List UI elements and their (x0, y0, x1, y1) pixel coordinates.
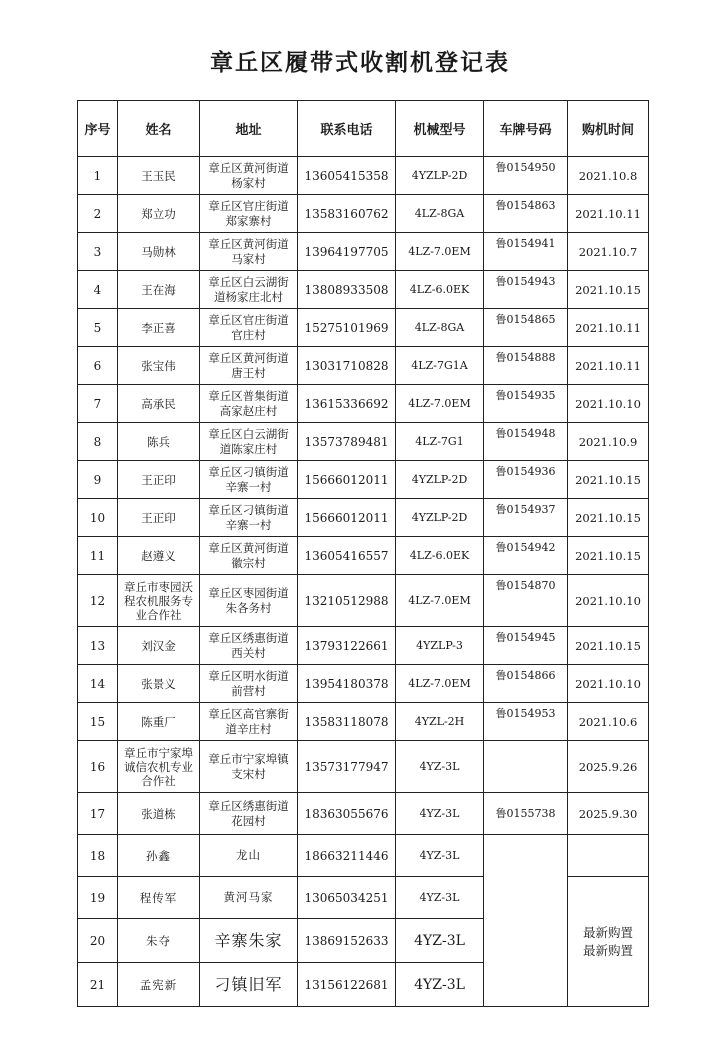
row-index: 15 (78, 703, 118, 741)
row-plate: 鲁0154866 (484, 665, 568, 703)
row-index: 7 (78, 385, 118, 423)
row-date: 2025.9.26 (568, 741, 649, 793)
row-model: 4YZ-3L (396, 741, 484, 793)
row-name: 张宝伟 (118, 347, 200, 385)
table-row (78, 741, 649, 793)
row-phone: 13031710828 (298, 347, 396, 385)
header-name: 姓名 (118, 101, 200, 157)
row-index: 8 (78, 423, 118, 461)
row-date: 2021.10.15 (568, 627, 649, 665)
row-index: 19 (78, 877, 118, 919)
row-name: 章丘市宁家埠诚信农机专业合作社 (118, 741, 200, 793)
row-plate: 鲁0154942 (484, 537, 568, 575)
row-phone: 13964197705 (298, 233, 396, 271)
row-index: 2 (78, 195, 118, 233)
row-model: 4LZ-7G1A (396, 347, 484, 385)
registration-table (77, 100, 649, 1007)
row-address: 黄河马家 (200, 877, 298, 919)
row-phone: 15666012011 (298, 499, 396, 537)
row-model: 4YZLP-2D (396, 499, 484, 537)
row-model: 4LZ-8GA (396, 195, 484, 233)
table-row (78, 271, 649, 309)
row-phone: 13808933508 (298, 271, 396, 309)
row-address: 辛寨朱家 (200, 919, 298, 963)
row-model: 4LZ-7.0EM (396, 385, 484, 423)
row-model: 4LZ-8GA (396, 309, 484, 347)
row-model: 4LZ-7.0EM (396, 575, 484, 627)
note-line-2: 最新购置 (582, 942, 633, 958)
row-index: 13 (78, 627, 118, 665)
header-phone: 联系电话 (298, 101, 396, 157)
row-index: 21 (78, 963, 118, 1007)
row-index: 5 (78, 309, 118, 347)
row-date: 2021.10.10 (568, 665, 649, 703)
row-address: 章丘区明水街道前营村 (200, 665, 298, 703)
row-phone: 15275101969 (298, 309, 396, 347)
row-address: 刁镇旧军 (200, 963, 298, 1007)
row-model: 4LZ-6.0EK (396, 537, 484, 575)
row-plate: 鲁0154948 (484, 423, 568, 461)
row-phone: 13573177947 (298, 741, 396, 793)
row-address: 章丘区白云湖街道陈家庄村 (200, 423, 298, 461)
row-address: 章丘区黄河街道唐王村 (200, 347, 298, 385)
table-row (78, 157, 649, 195)
row-address: 章丘区绣惠街道西关村 (200, 627, 298, 665)
row-name: 孟宪新 (118, 963, 200, 1007)
row-phone: 13210512988 (298, 575, 396, 627)
row-phone: 13583160762 (298, 195, 396, 233)
row-name: 刘汉金 (118, 627, 200, 665)
row-date: 2025.9.30 (568, 793, 649, 835)
page-title: 章丘区履带式收割机登记表 (210, 50, 510, 76)
row-name: 章丘市枣园沃程农机服务专业合作社 (118, 575, 200, 627)
row-address: 章丘区绣惠街道花园村 (200, 793, 298, 835)
row-name: 高承民 (118, 385, 200, 423)
table-row (78, 233, 649, 271)
row-model: 4LZ-6.0EK (396, 271, 484, 309)
row-model: 4YZLP-2D (396, 157, 484, 195)
date-empty-cell (568, 835, 649, 877)
table-row (78, 703, 649, 741)
plate-merged-cell (484, 835, 568, 1007)
row-date: 2021.10.15 (568, 461, 649, 499)
table-row (78, 499, 649, 537)
row-index: 16 (78, 741, 118, 793)
row-address: 章丘区刁镇街道辛寨一村 (200, 461, 298, 499)
row-date: 2021.10.15 (568, 271, 649, 309)
row-plate: 鲁0154943 (484, 271, 568, 309)
row-index: 14 (78, 665, 118, 703)
row-phone: 18663211446 (298, 835, 396, 877)
row-phone: 13065034251 (298, 877, 396, 919)
row-plate: 鲁0154865 (484, 309, 568, 347)
row-plate: 鲁0154953 (484, 703, 568, 741)
row-name: 孙鑫 (118, 835, 200, 877)
row-date: 2021.10.10 (568, 575, 649, 627)
row-date: 2021.10.15 (568, 499, 649, 537)
row-date: 2021.10.10 (568, 385, 649, 423)
table-row (78, 665, 649, 703)
row-plate: 鲁0154863 (484, 195, 568, 233)
row-plate (484, 741, 568, 793)
row-index: 17 (78, 793, 118, 835)
row-phone: 13615336692 (298, 385, 396, 423)
table-row (78, 835, 649, 877)
row-model: 4YZLP-3 (396, 627, 484, 665)
row-date: 2021.10.9 (568, 423, 649, 461)
row-address: 章丘区高官寨街道辛庄村 (200, 703, 298, 741)
row-date: 2021.10.11 (568, 195, 649, 233)
header-plate: 车牌号码 (484, 101, 568, 157)
row-address: 章丘区官庄街道郑家寨村 (200, 195, 298, 233)
row-model: 4LZ-7G1 (396, 423, 484, 461)
row-model: 4YZ-3L (396, 793, 484, 835)
row-name: 张景义 (118, 665, 200, 703)
row-name: 赵遵义 (118, 537, 200, 575)
header-model: 机械型号 (396, 101, 484, 157)
purchase-note (568, 877, 649, 1007)
row-date: 2021.10.15 (568, 537, 649, 575)
row-index: 4 (78, 271, 118, 309)
row-model: 4YZ-3L (396, 877, 484, 919)
row-address: 章丘区刁镇街道辛寨一村 (200, 499, 298, 537)
table-row (78, 461, 649, 499)
row-plate: 鲁0154936 (484, 461, 568, 499)
row-index: 9 (78, 461, 118, 499)
row-date: 2021.10.6 (568, 703, 649, 741)
note-line-1: 最新购置 (582, 924, 633, 940)
row-name: 张道栋 (118, 793, 200, 835)
row-model: 4YZ-3L (396, 835, 484, 877)
row-address: 章丘区黄河街道杨家村 (200, 157, 298, 195)
row-date: 2021.10.11 (568, 347, 649, 385)
table-row (78, 537, 649, 575)
row-phone: 13605415358 (298, 157, 396, 195)
row-index: 11 (78, 537, 118, 575)
row-date: 2021.10.7 (568, 233, 649, 271)
row-name: 王正印 (118, 499, 200, 537)
row-model: 4LZ-7.0EM (396, 233, 484, 271)
row-model: 4YZ-3L (396, 919, 484, 963)
row-phone: 13793122661 (298, 627, 396, 665)
row-index: 3 (78, 233, 118, 271)
row-plate: 鲁0154941 (484, 233, 568, 271)
header-row (78, 101, 649, 157)
row-index: 10 (78, 499, 118, 537)
row-index: 1 (78, 157, 118, 195)
row-plate: 鲁0154935 (484, 385, 568, 423)
row-address: 章丘市宁家埠镇支宋村 (200, 741, 298, 793)
row-model: 4LZ-7.0EM (396, 665, 484, 703)
row-plate: 鲁0154950 (484, 157, 568, 195)
table-row (78, 347, 649, 385)
header-index: 序号 (78, 101, 118, 157)
header-address: 地址 (200, 101, 298, 157)
row-address: 章丘区黄河街道徽宗村 (200, 537, 298, 575)
row-model: 4YZL-2H (396, 703, 484, 741)
row-address: 章丘区枣园街道朱各务村 (200, 575, 298, 627)
table-row (78, 423, 649, 461)
row-phone: 13954180378 (298, 665, 396, 703)
row-phone: 18363055676 (298, 793, 396, 835)
row-name: 王正印 (118, 461, 200, 499)
row-index: 20 (78, 919, 118, 963)
row-index: 18 (78, 835, 118, 877)
table-row (78, 195, 649, 233)
table-row (78, 385, 649, 423)
row-phone: 13573789481 (298, 423, 396, 461)
row-plate: 鲁0154870 (484, 575, 568, 627)
row-name: 王玉民 (118, 157, 200, 195)
row-name: 陈兵 (118, 423, 200, 461)
row-plate: 鲁0154888 (484, 347, 568, 385)
row-address: 章丘区白云湖街道杨家庄北村 (200, 271, 298, 309)
row-plate: 鲁0154945 (484, 627, 568, 665)
row-plate: 鲁0154937 (484, 499, 568, 537)
row-date: 2021.10.11 (568, 309, 649, 347)
row-phone: 15666012011 (298, 461, 396, 499)
row-name: 陈重厂 (118, 703, 200, 741)
row-date: 2021.10.8 (568, 157, 649, 195)
row-name: 李正喜 (118, 309, 200, 347)
table-row (78, 575, 649, 627)
row-name: 王在海 (118, 271, 200, 309)
row-address: 章丘区黄河街道马家村 (200, 233, 298, 271)
row-phone: 13156122681 (298, 963, 396, 1007)
header-date: 购机时间 (568, 101, 649, 157)
row-phone: 13869152633 (298, 919, 396, 963)
row-model: 4YZ-3L (396, 963, 484, 1007)
row-plate: 鲁0155738 (484, 793, 568, 835)
row-name: 郑立功 (118, 195, 200, 233)
row-index: 6 (78, 347, 118, 385)
row-name: 程传军 (118, 877, 200, 919)
table-row (78, 309, 649, 347)
row-model: 4YZLP-2D (396, 461, 484, 499)
row-index: 12 (78, 575, 118, 627)
row-address: 章丘区官庄街道官庄村 (200, 309, 298, 347)
row-phone: 13583118078 (298, 703, 396, 741)
row-phone: 13605416557 (298, 537, 396, 575)
row-address: 龙山 (200, 835, 298, 877)
row-name: 马勋林 (118, 233, 200, 271)
row-address: 章丘区普集街道高家赵庄村 (200, 385, 298, 423)
row-name: 朱夺 (118, 919, 200, 963)
table-row (78, 627, 649, 665)
table-row (78, 793, 649, 835)
